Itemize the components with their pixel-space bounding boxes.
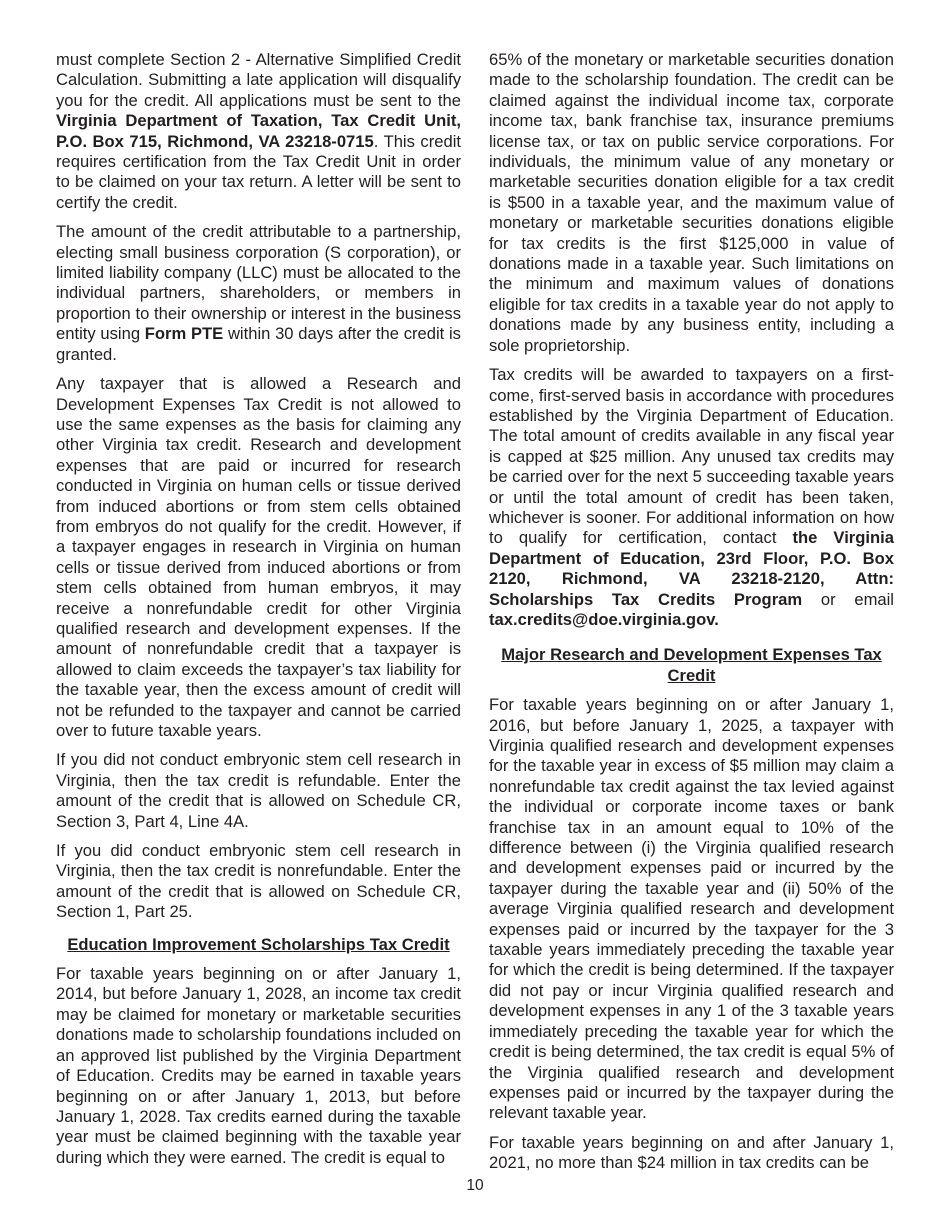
paragraph-education-scholarships-intro: For taxable years beginning on or after January 1, 2014, but before January 1, 2028, an income tax credit may be claimed for monetary or marketable securities donations made to scholarship foundations included on an approved list published by the Virginia Department of Education. Credits may be earned in taxable years beginning on or after January 1, 2013, but before January 1, 2028. Tax credits earned during the taxable year must be claimed beginning with the taxable year during which they were earned. The credit is equal to [56, 964, 461, 1167]
form-pte-reference: Form PTE [144, 324, 224, 344]
paragraph-pass-through-allocation: The amount of the credit attributable to a partnership, electing small business corporation (S corporation), or limited liability company (LLC) must be allocated to the individual partners, shareholders, or members in proportion to their ownership or interest in the business entity using Form PTE within 30 days after the credit is granted. [56, 222, 461, 364]
section-heading-education-scholarships: Education Improvement Scholarships Tax Credit [67, 934, 450, 954]
paragraph-credit-awards-contact: Tax credits will be awarded to taxpayers on a first-come, first-served basis in accordance with procedures established by the Virginia Department of Education. The total amount of credits available in any fiscal year is capped at $25 million. Any unused tax credits may be carried over for the next 5 succeeding taxable years or until the total amount of credit has been taken, whichever is sooner. For additional information on how to qualify for certification, contact the Virginia Department of Education, 23rd Floor, P.O. Box 2120, Richmond, VA 23218-2120, Attn: Scholarships Tax Credits Program or email tax.credits@doe.virginia.gov. [489, 365, 894, 629]
right-column [489, 50, 894, 1183]
paragraph-major-research-credit: For taxable years beginning on or after January 1, 2016, but before January 1, 2025, a taxpayer with Virginia qualified research and development expenses for the taxable year in excess of $5 million may claim a nonrefundable tax credit against the tax levied against the individual or corporate income taxes or bank franchise tax in an amount equal to 10% of the difference between (i) the Virginia qualified research and development expenses paid or incurred by the taxpayer during the taxable year and (ii) 50% of the average Virginia qualified research and development expenses paid or incurred by the taxpayer for the 3 taxable years immediately preceding the taxable year for which the credit is being determined. If the taxpayer did not pay or incur Virginia qualified research and development expenses in any 1 of the 3 taxable years immediately preceding the taxable year for which the credit is being determined, the tax credit is equal 5% of the Virginia qualified research and development expenses paid or incurred by the taxpayer during the relevant taxable year. [489, 695, 894, 1123]
left-column [56, 50, 461, 1177]
section-heading-major-research: Major Research and Development Expenses Tax Credit [501, 645, 882, 685]
tax-credit-unit-address: Virginia Department of Taxation, Tax Credit Unit, P.O. Box 715, Richmond, VA 23218-0715 [56, 111, 461, 151]
paragraph-refundable-credit: If you did not conduct embryonic stem cell research in Virginia, then the tax credit is refundable. Enter the amount of the credit that is allowed on Schedule CR, Section 3, Part 4, Line 4A. [56, 750, 461, 831]
department-of-education-address: the Virginia Department of Education, 23rd Floor, P.O. Box 2120, Richmond, VA 23218-2120, Attn: Scholarships Tax Credits Program [489, 528, 894, 609]
contact-email: tax.credits@doe.virginia.gov. [489, 609, 719, 629]
paragraph-donation-credit-details: 65% of the monetary or marketable securities donation made to the scholarship foundation. The credit can be claimed against the individual income tax, corporate income tax, bank franchise tax, insurance premiums license tax, or tax on public service corporations. For individuals, the minimum value of any monetary or marketable securities donation eligible for a tax credit is $500 in a taxable year, and the maximum value of monetary or marketable securities donations eligible for tax credits is the first $125,000 in value of donations made in a taxable year. Such limitations on the minimum and maximum values of donations eligible for tax credits in a taxable year do not apply to donations made by any business entity, including a sole proprietorship. [489, 50, 894, 355]
paragraph-nonrefundable-credit: If you did conduct embryonic stem cell research in Virginia, then the tax credit is nonrefundable. Enter the amount of the credit that is allowed on Schedule CR, Section 1, Part 25. [56, 841, 461, 922]
paragraph-major-research-cap: For taxable years beginning on and after January 1, 2021, no more than $24 million in tax credits can be [489, 1132, 894, 1173]
page-number: 10 [466, 1177, 484, 1194]
paragraph-application-instructions: must complete Section 2 - Alternative Simplified Credit Calculation. Submitting a late application will disqualify you for the credit. All applications must be sent to the Virginia Department of Taxation, Tax Credit Unit, P.O. Box 715, Richmond, VA 23218-0715. This credit requires certification from the Tax Credit Unit in order to be claimed on your tax return. A letter will be sent to certify the credit. [56, 50, 461, 212]
paragraph-research-restrictions: Any taxpayer that is allowed a Research and Development Expenses Tax Credit is not allowed to use the same expenses as the basis for claiming any other Virginia tax credit. Research and development expenses that are paid or incurred for research conducted in Virginia on human cells or tissue derived from induced abortions or from stem cells obtained from embryos do not qualify for the credit. However, if a taxpayer engages in research in Virginia on human cells or tissue derived from induced abortions or from stem cells obtained from human embryos, it may receive a nonrefundable credit for other Virginia qualified research and development expenses. If the amount of nonrefundable credit that a taxpayer is allowed to claim exceeds the taxpayer’s tax liability for the taxable year, then the excess amount of credit will not be refunded to the taxpayer and cannot be carried over to future taxable years. [56, 374, 461, 740]
